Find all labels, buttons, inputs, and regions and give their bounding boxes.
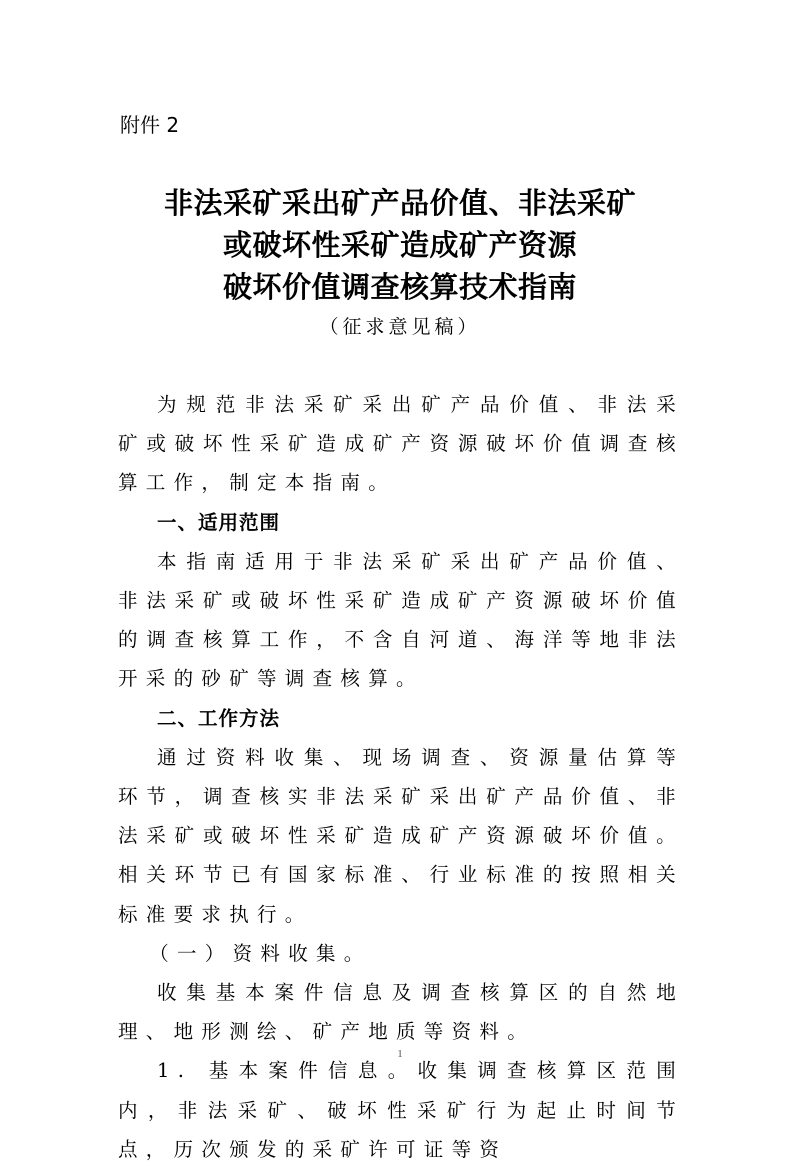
title-line-1: 非法采矿采出矿产品价值、非法采矿 [163, 186, 636, 220]
section-heading-methods: 二、工作方法 [157, 706, 281, 730]
document-title [0, 182, 800, 346]
title-line-2: 或破坏性采矿造成矿产资源 [222, 228, 577, 262]
case-info-paragraph: 1. 基本案件信息。收集调查核算区范围内，非法采矿、破坏性采矿行为起止时间节点，历次颁发的采矿许可证等资 [118, 1059, 684, 1161]
section-heading-scope: 一、适用范围 [157, 510, 281, 534]
intro-paragraph: 为规范非法采矿采出矿产品价值、非法采矿或破坏性采矿造成矿产资源破坏价值调查核算工作，制定本指南。 [118, 393, 684, 495]
document-subtitle: （征求意见稿） [319, 316, 481, 338]
methods-paragraph: 通过资料收集、现场调查、资源量估算等环节，调查核实非法采矿采出矿产品价值、非法采矿或破坏性采矿造成矿产资源破坏价值。相关环节已有国家标准、行业标准的按照相关标准要求执行。 [118, 745, 684, 926]
subsection-heading-data-collection: （一）资料收集。 [149, 941, 372, 965]
title-line-3: 破坏价值调查核算技术指南 [222, 270, 577, 304]
attachment-label: 附件 2 [120, 113, 180, 137]
scope-paragraph: 本指南适用于非法采矿采出矿产品价值、非法采矿或破坏性采矿造成矿产资源破坏价值的调查核算工作，不含自河道、海洋等地非法开采的砂矿等调查核算。 [118, 549, 684, 691]
data-collection-paragraph: 收集基本案件信息及调查核算区的自然地理、地形测绘、矿产地质等资料。 [118, 981, 684, 1044]
page-number: 1 [397, 1048, 403, 1060]
